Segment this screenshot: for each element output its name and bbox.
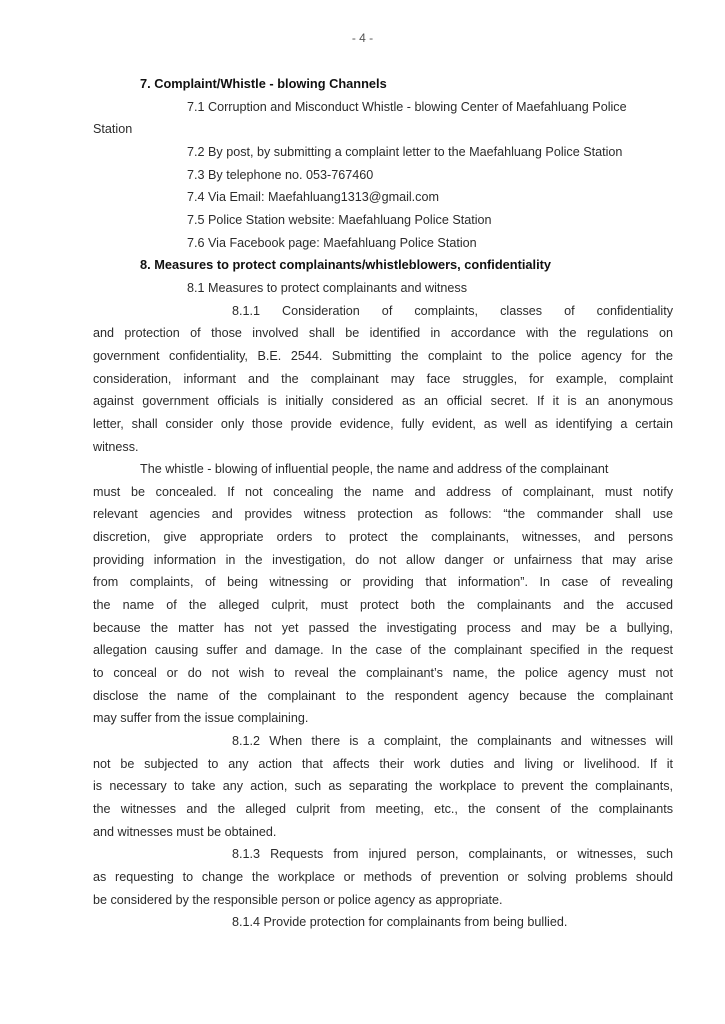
document-body	[93, 73, 673, 934]
paragraph-line: the witnesses and the alleged culprit from meeting, etc., the consent of the complainants	[93, 802, 673, 816]
paragraph-8-1-1	[93, 300, 673, 459]
paragraph-line: disclose the name of the complainant to the respondent agency because the complainant	[93, 688, 673, 703]
section-7	[93, 73, 673, 254]
paragraph-line: may suffer from the issue complaining.	[93, 711, 309, 726]
paragraph-line: because the matter has not yet passed the investigating process and may be a bullying,	[93, 620, 673, 635]
list-item-7-4: 7.4 Via Email: Maefahluang1313@gmail.com	[187, 190, 439, 205]
paragraph-line: and protection of those involved shall be identified in accordance with the regulations on	[93, 326, 673, 341]
list-item-7-2: 7.2 By post, by submitting a complaint letter to the Maefahluang Police Station	[187, 144, 623, 159]
paragraph-8-1-4	[93, 911, 673, 934]
paragraph-line: 8.1.2 When there is a complaint, the complainants and witnesses will	[232, 734, 673, 749]
paragraph-line: 8.1.3 Requests from injured person, complainants, or witnesses, such	[232, 847, 673, 862]
paragraph-line: witness.	[93, 439, 139, 454]
paragraph-line: letter, shall consider only those provide evidence, fully evident, as well as identifying a certain	[93, 416, 673, 431]
page-number: - 4 -	[351, 31, 374, 45]
paragraph-line: as requesting to change the workplace or methods of prevention or solving problems should	[93, 869, 673, 884]
section-8	[93, 254, 673, 934]
paragraph-line: not be subjected to any action that affects their work duties and living or livelihood. If it	[93, 756, 673, 771]
list-item-7-3: 7.3 By telephone no. 053-767460	[187, 167, 374, 182]
paragraph-8-1-2	[93, 730, 673, 843]
paragraph-line: and witnesses must be obtained.	[93, 824, 277, 839]
paragraph-line: allegation causing suffer and damage. In the case of the complainant specified in the request	[93, 643, 673, 658]
paragraph-line: government confidentiality, B.E. 2544. Submitting the complaint to the police agency for the	[93, 348, 673, 363]
paragraph-whistle-blowing	[93, 458, 673, 730]
list-item-7-1-continuation: Station	[93, 122, 133, 137]
paragraph-line: the name of the alleged culprit, must protect both the complainants and the accused	[93, 598, 673, 613]
paragraph-line: The whistle - blowing of influential people, the name and address of the complainant	[140, 462, 609, 477]
paragraph-line: providing information in the investigation, do not allow danger or unfairness that may arise	[93, 552, 673, 567]
paragraph-8-1-3	[93, 843, 673, 911]
paragraph-line: against government officials is initially considered as an official secret. If it is an anonymous	[93, 394, 673, 409]
section-7-heading: 7. Complaint/Whistle - blowing Channels	[140, 76, 387, 91]
paragraph-line: be considered by the responsible person or police agency as appropriate.	[93, 892, 503, 907]
paragraph-line: is necessary to take any action, such as separating the workplace to prevent the complainants,	[93, 779, 673, 794]
list-item-7-6: 7.6 Via Facebook page: Maefahluang Police Station	[187, 235, 477, 250]
paragraph-line: from complaints, of being witnessing or providing that information”. In case of revealing	[93, 575, 673, 590]
paragraph-line: 8.1.4 Provide protection for complainants from being bullied.	[232, 915, 568, 930]
paragraph-line: to conceal or do not wish to reveal the complainant’s name, the police agency must not	[93, 666, 673, 681]
list-item-7-1: 7.1 Corruption and Misconduct Whistle - blowing Center of Maefahluang Police	[187, 99, 627, 114]
paragraph-line: must be concealed. If not concealing the name and address of complainant, must notify	[93, 484, 673, 499]
paragraph-line: 8.1.1 Consideration of complaints, classes of confidentiality	[232, 303, 673, 318]
section-8-heading: 8. Measures to protect complainants/whistleblowers, confidentiality	[140, 257, 552, 273]
paragraph-line: consideration, informant and the complainant may face struggles, for example, complaint	[93, 371, 673, 386]
paragraph-line: discretion, give appropriate orders to protect the complainants, witnesses, and persons	[93, 530, 673, 545]
section-8-1-heading: 8.1 Measures to protect complainants and witness	[187, 280, 468, 295]
paragraph-line: relevant agencies and provides witness protection as follows: “the commander shall use	[93, 507, 673, 522]
list-item-7-5: 7.5 Police Station website: Maefahluang Police Station	[187, 212, 492, 227]
